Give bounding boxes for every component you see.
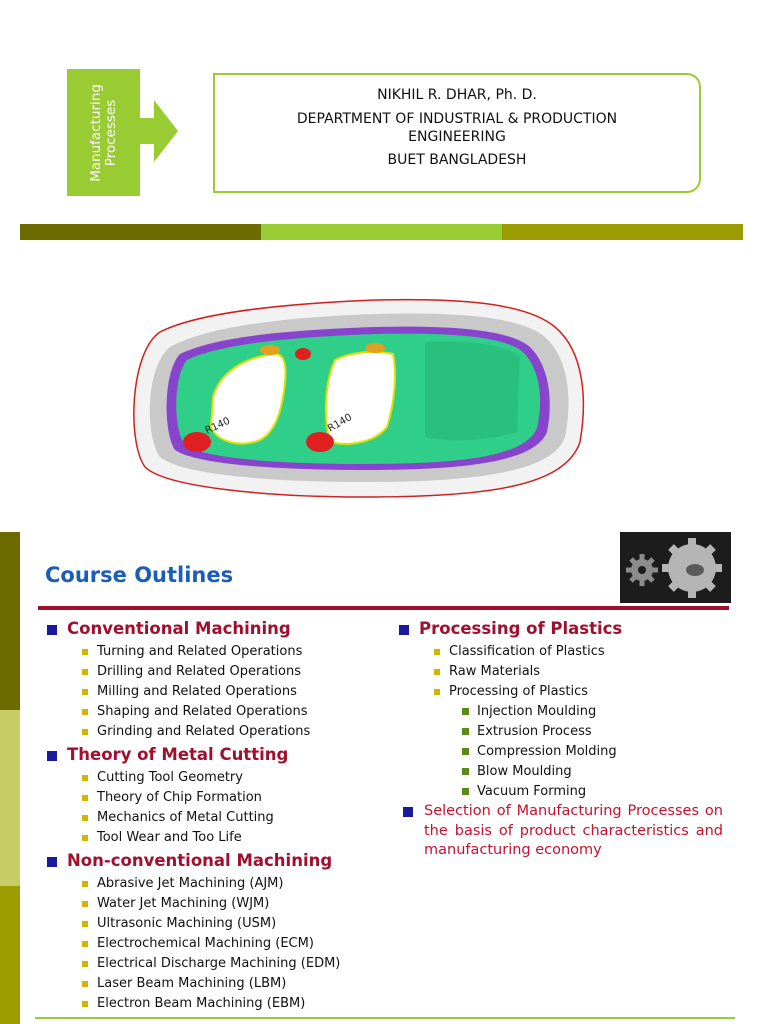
list-item: Electron Beam Machining (EBM) (40, 994, 400, 1014)
nonconventional-list (40, 874, 400, 1014)
left-outline-column (40, 619, 400, 1017)
section-heading-nonconventional: Non-conventional Machining (40, 851, 400, 871)
sub-list-item: Extrusion Process (392, 722, 732, 742)
footer-line (35, 1017, 735, 1019)
side-bar-segment-1 (0, 532, 20, 710)
list-item: Water Jet Machining (WJM) (40, 894, 400, 914)
radius-label-1: R140 (203, 415, 232, 437)
section-heading-plastics: Processing of Plastics (392, 619, 732, 639)
section-heading-conventional: Conventional Machining (40, 619, 400, 639)
radius-label-2: R140 (326, 412, 355, 435)
sub-list-item: Injection Moulding (392, 702, 732, 722)
side-bar-segment-3 (0, 886, 20, 1024)
list-item: Shaping and Related Operations (40, 702, 400, 722)
gears-icon (620, 532, 731, 603)
section-heading-theory: Theory of Metal Cutting (40, 745, 400, 765)
list-item: Abrasive Jet Machining (AJM) (40, 874, 400, 894)
sub-list-item: Vacuum Forming (392, 782, 732, 802)
list-item: Tool Wear and Too Life (40, 828, 400, 848)
right-arrow-icon (140, 100, 180, 162)
sub-list-item: Blow Moulding (392, 762, 732, 782)
list-item: Cutting Tool Geometry (40, 768, 400, 788)
color-band (20, 224, 743, 240)
list-item: Drilling and Related Operations (40, 662, 400, 682)
conventional-list (40, 642, 400, 742)
plastics-list (392, 642, 732, 702)
institution: BUET BANGLADESH (387, 152, 527, 168)
list-item: Milling and Related Operations (40, 682, 400, 702)
plastics-sublist (392, 702, 732, 802)
theory-list (40, 768, 400, 848)
department-line-2: ENGINEERING (408, 129, 506, 145)
selection-text: Selection of Manufacturing Processes on the basis of product characteristics and manufacturing economy (400, 802, 723, 861)
band-segment-1 (20, 224, 261, 240)
list-item: Classification of Plastics (392, 642, 732, 662)
list-item: Processing of Plastics (392, 682, 732, 702)
selection-block (400, 802, 723, 861)
tag-label (67, 69, 140, 196)
list-item: Electrochemical Machining (ECM) (40, 934, 400, 954)
title-divider (38, 606, 729, 610)
car-panel-simulation-image (125, 292, 595, 502)
department-line-1: DEPARTMENT OF INDUSTRIAL & PRODUCTION (296, 111, 618, 127)
side-bar-segment-2 (0, 710, 20, 886)
sub-list-item: Compression Molding (392, 742, 732, 762)
list-item: Laser Beam Machining (LBM) (40, 974, 400, 994)
tag-label-text: Manufacturing Processes (87, 83, 119, 182)
band-segment-3 (502, 224, 743, 240)
gear-image (620, 532, 731, 603)
list-item: Mechanics of Metal Cutting (40, 808, 400, 828)
list-item: Theory of Chip Formation (40, 788, 400, 808)
list-item: Turning and Related Operations (40, 642, 400, 662)
band-segment-2 (261, 224, 502, 240)
right-outline-column (392, 619, 732, 802)
author-name: NIKHIL R. DHAR, Ph. D. (377, 87, 537, 103)
list-item: Raw Materials (392, 662, 732, 682)
list-item: Ultrasonic Machining (USM) (40, 914, 400, 934)
list-item: Grinding and Related Operations (40, 722, 400, 742)
list-item: Electrical Discharge Machining (EDM) (40, 954, 400, 974)
course-outlines-title: Course Outlines (45, 563, 234, 587)
